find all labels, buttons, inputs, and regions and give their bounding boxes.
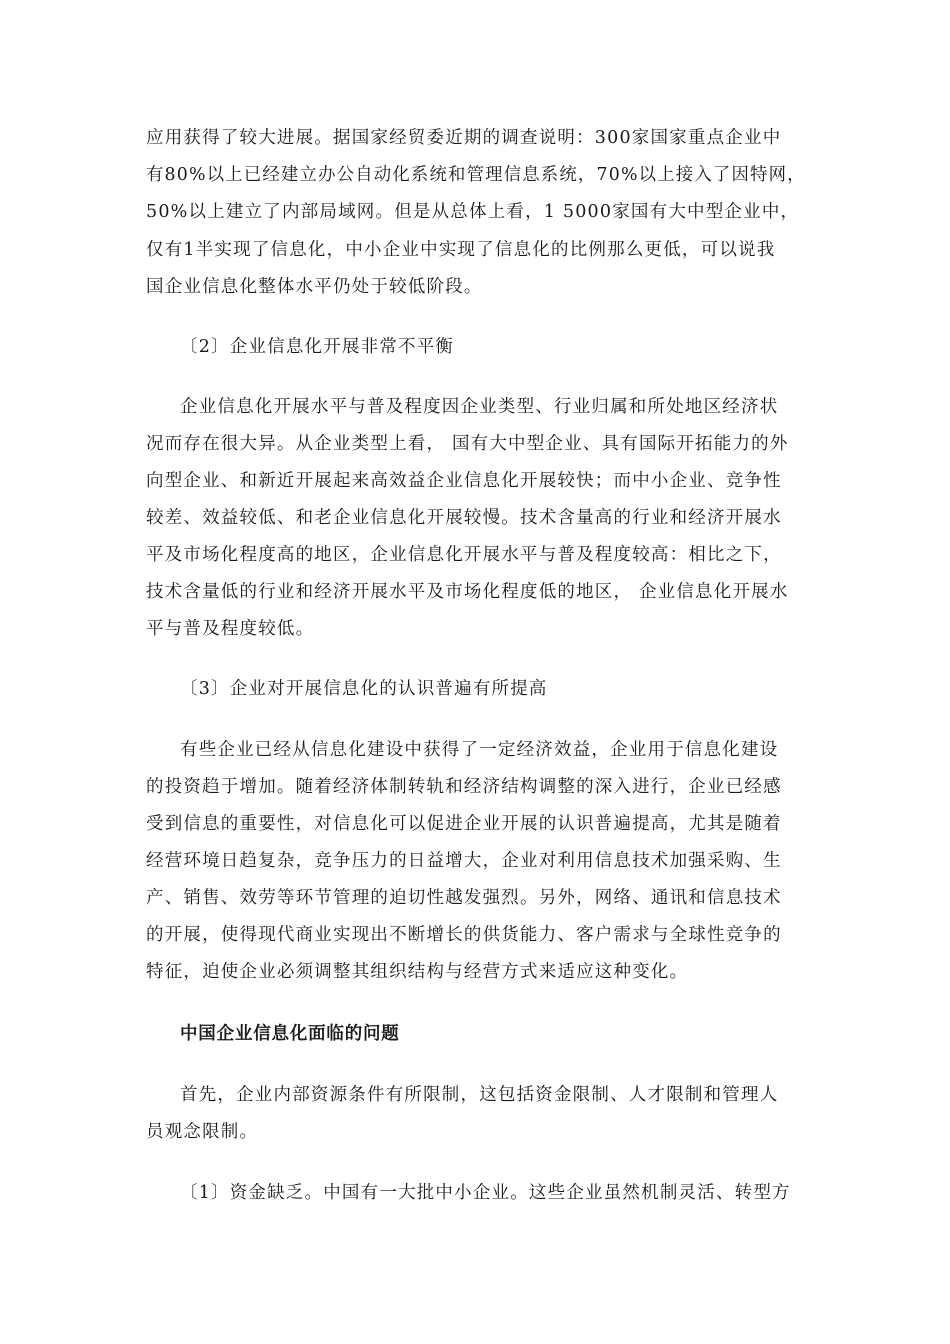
paragraph-2-line-5: 平及市场化程度高的地区，企业信息化开展水平与普及程度较高：相比之下， xyxy=(146,545,782,565)
paragraph-3-line-2: 的投资趋于增加。随着经济体制转轨和经济结构调整的深入进行，企业已经感 xyxy=(146,777,782,797)
paragraph-2-line-4: 较差、效益较低、和老企业信息化开展较慢。技术含量高的行业和经济开展水 xyxy=(146,508,782,528)
paragraph-2-line-1: 企业信息化开展水平与普及程度因企业类型、行业归属和所处地区经济状 xyxy=(180,397,779,417)
paragraph-5-line-1: 〔1〕资金缺乏。中国有一大批中小企业。这些企业虽然机制灵活、转型方 xyxy=(180,1183,791,1203)
paragraph-2-line-6: 技术含量低的行业和经济开展水平及市场化程度低的地区， 企业信息化开展水 xyxy=(146,582,789,602)
section-2-title: 〔2〕企业信息化开展非常不平衡 xyxy=(180,337,455,357)
paragraph-1-line-1: 应用获得了较大进展。据国家经贸委近期的调查说明：300家国家重点企业中 xyxy=(146,128,782,148)
paragraph-3-line-3: 受到信息的重要性，对信息化可以促进企业开展的认识普遍提高，尤其是随着 xyxy=(146,814,782,834)
section-heading: 中国企业信息化面临的问题 xyxy=(180,1024,400,1044)
paragraph-1-line-5: 国企业信息化整体水平仍处于较低阶段。 xyxy=(146,277,483,297)
paragraph-1-line-3: 50%以上建立了内部局域网。但是从总体上看，1 5000家国有大中型企业中， xyxy=(146,202,800,222)
paragraph-2-line-7: 平与普及程度较低。 xyxy=(146,619,315,639)
paragraph-3-line-5: 产、销售、效劳等环节管理的迫切性越发强烈。另外，网络、通讯和信息技术 xyxy=(146,888,782,908)
paragraph-2-line-2: 况而存在很大异。从企业类型上看， 国有大中型企业、具有国际开拓能力的外 xyxy=(146,434,789,454)
section-3-title: 〔3〕企业对开展信息化的认识普遍有所提高 xyxy=(180,679,548,699)
paragraph-2-line-3: 向型企业、和新近开展起来高效益企业信息化开展较快；而中小企业、竞争性 xyxy=(146,471,782,491)
paragraph-4-line-2: 员观念限制。 xyxy=(146,1122,259,1142)
paragraph-3-line-6: 的开展，使得现代商业实现出不断增长的供货能力、客户需求与全球性竞争的 xyxy=(146,925,782,945)
paragraph-3-line-4: 经营环境日趋复杂，竞争压力的日益增大，企业对利用信息技术加强采购、生 xyxy=(146,851,782,871)
paragraph-1-line-4: 仅有1半实现了信息化，中小企业中实现了信息化的比例那么更低，可以说我 xyxy=(146,240,776,260)
paragraph-3-line-7: 特征，迫使企业必须调整其组织结构与经营方式来适应这种变化。 xyxy=(146,962,689,982)
paragraph-1-line-2: 有80%以上已经建立办公自动化系统和管理信息系统，70%以上接入了因特网， xyxy=(146,165,806,185)
paragraph-3-line-1: 有些企业已经从信息化建设中获得了一定经济效益，企业用于信息化建设 xyxy=(180,740,779,760)
paragraph-4-line-1: 首先，企业内部资源条件有所限制，这包括资金限制、人才限制和管理人 xyxy=(180,1085,779,1105)
